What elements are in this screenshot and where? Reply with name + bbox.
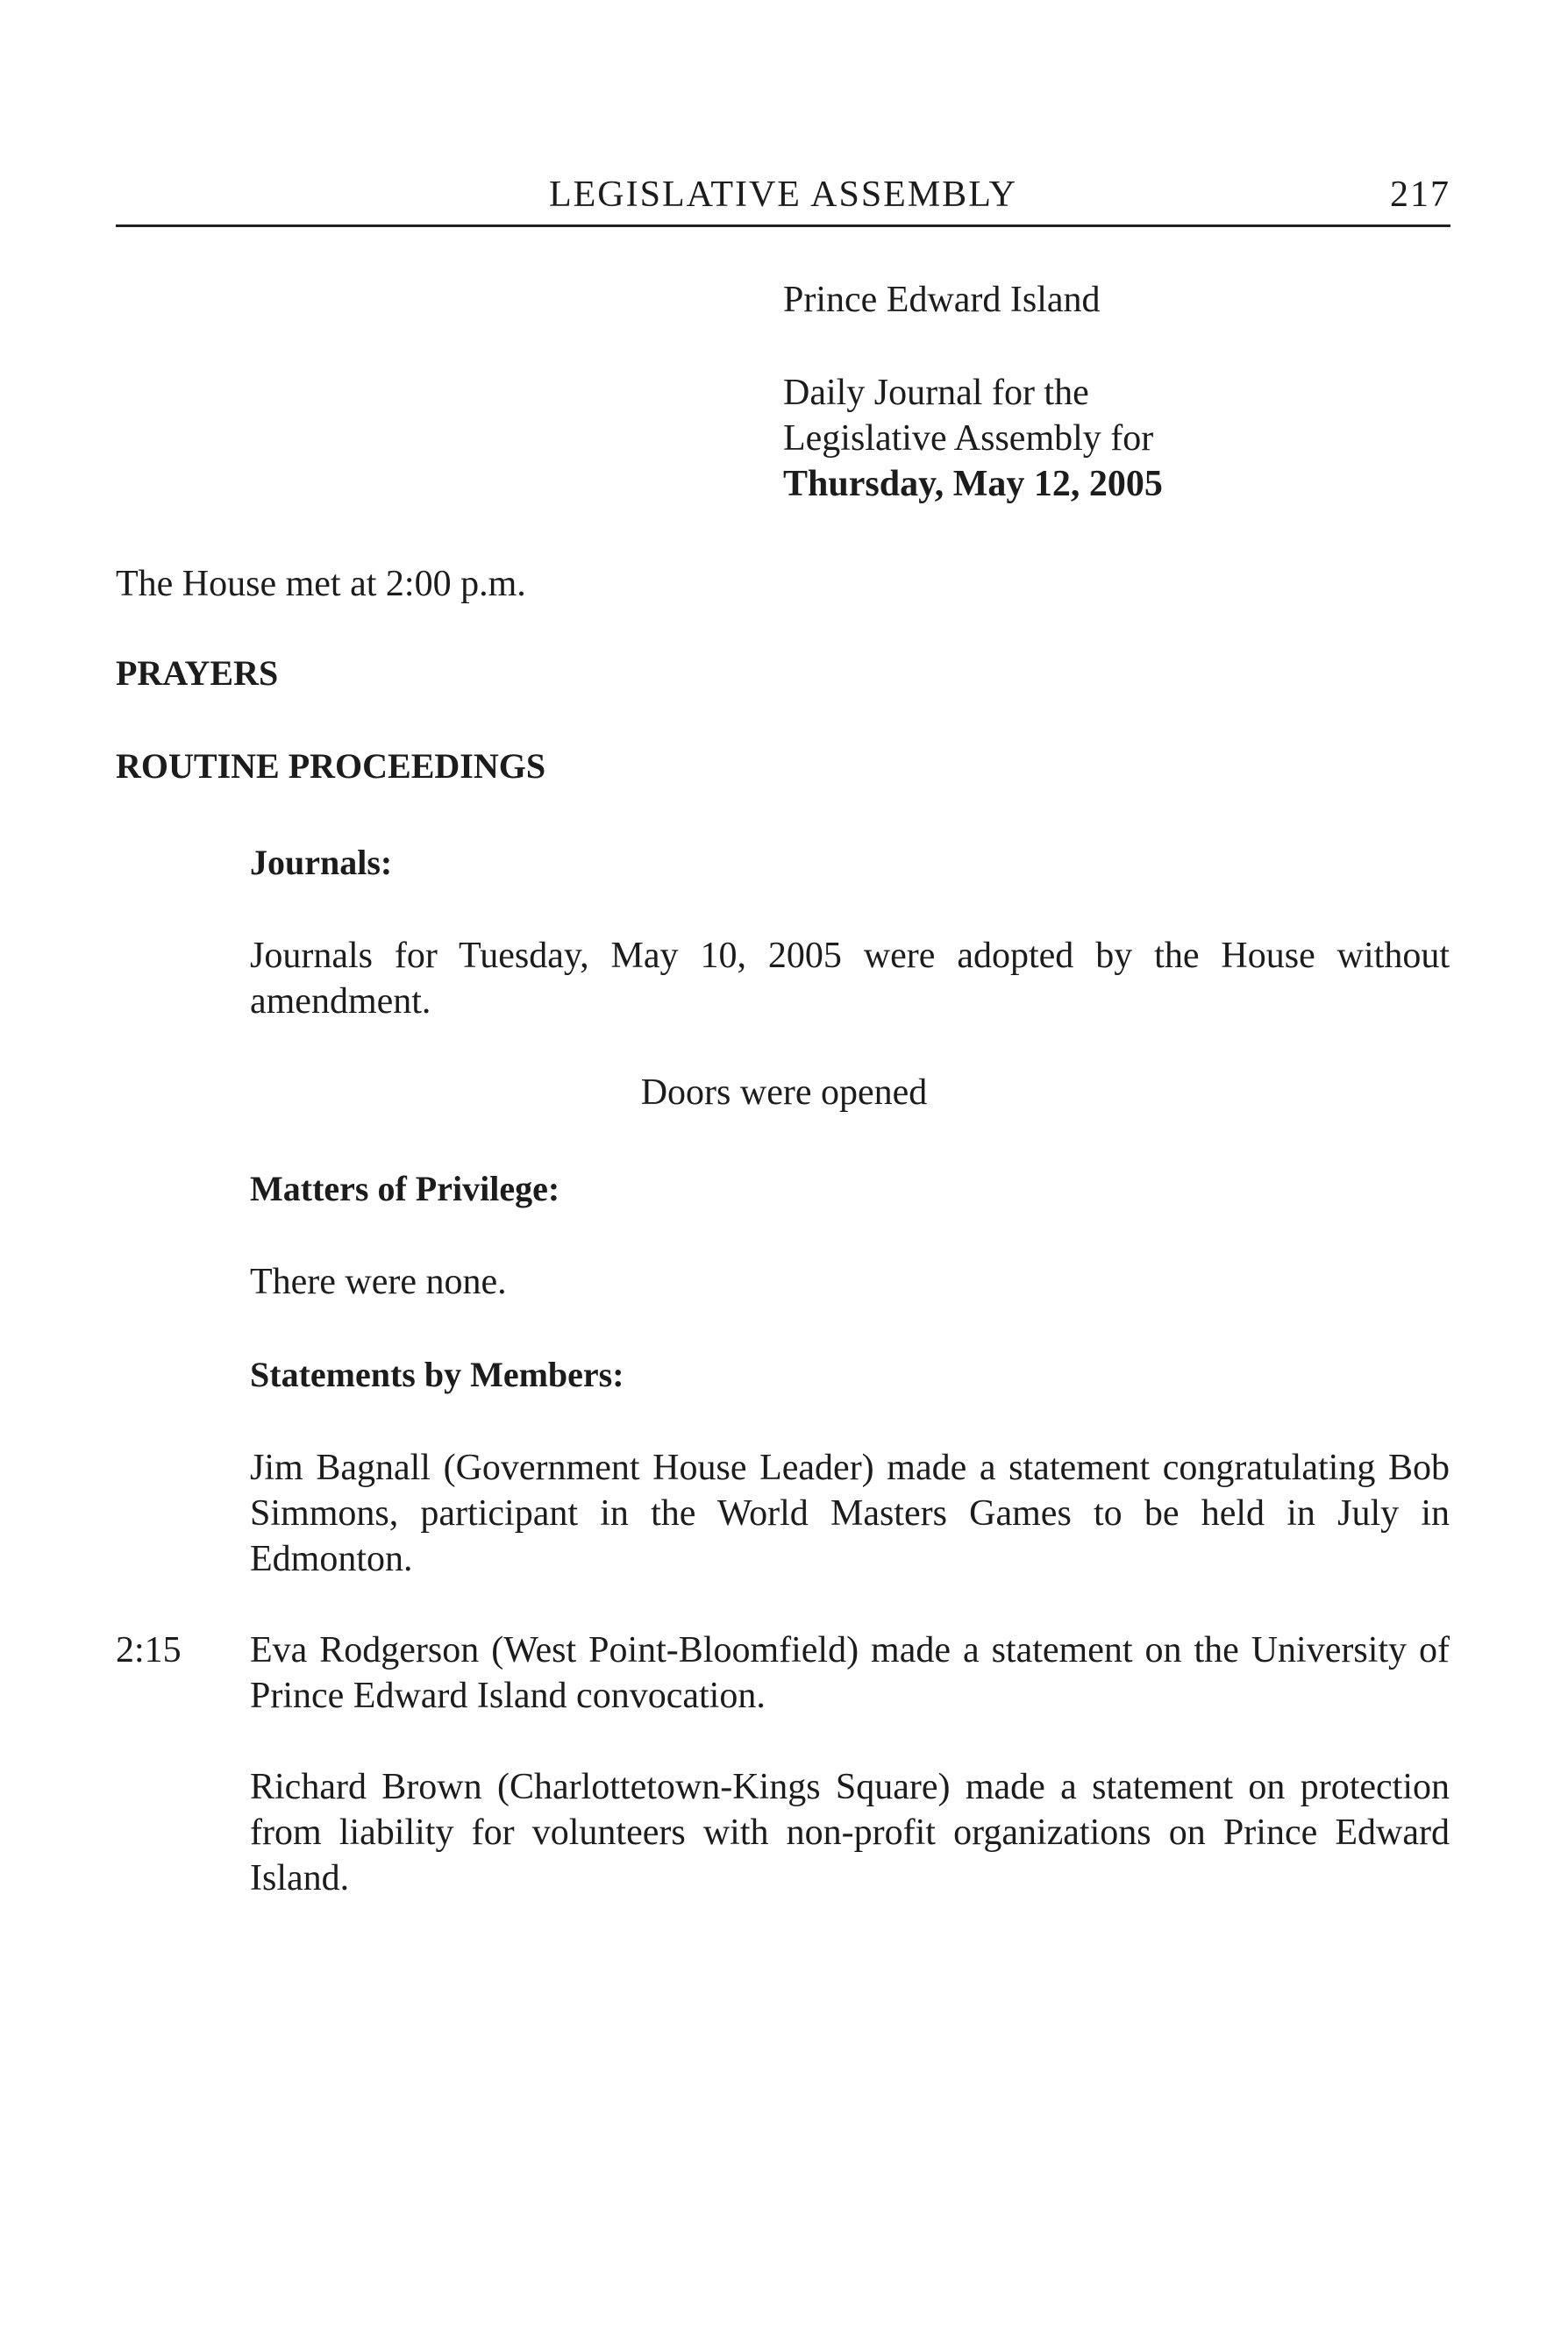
journals-heading: Journals: xyxy=(250,843,393,882)
journals-text: Journals for Tuesday, May 10, 2005 were adopted by the House without amendment. xyxy=(250,936,1450,1022)
prayers-heading: PRAYERS xyxy=(116,653,279,693)
page-header xyxy=(116,172,1450,227)
statements-heading: Statements by Members: xyxy=(250,1355,624,1394)
statement-time: 2:15 xyxy=(116,1630,182,1670)
doors-opened-note: Doors were opened xyxy=(640,1072,928,1113)
opening-statement: The House met at 2:00 p.m. xyxy=(116,564,526,604)
journal-line-1: Daily Journal for the xyxy=(783,373,1089,413)
routine-proceedings-heading: ROUTINE PROCEEDINGS xyxy=(116,746,546,786)
statement-item: Richard Brown (Charlottetown-Kings Square) made a statement on protection from liability for volunteers with non-profit organizations on Prince Edward Island. xyxy=(250,1767,1450,1898)
statement-item: Jim Bagnall (Government House Leader) made a statement congratulating Bob Simmons, participant in the World Masters Games to be held in July in Edmonton. xyxy=(250,1448,1450,1579)
privilege-heading: Matters of Privilege: xyxy=(250,1169,560,1208)
page-number: 217 xyxy=(1390,174,1450,215)
journal-date: Thursday, May 12, 2005 xyxy=(783,464,1163,504)
journal-title-block xyxy=(783,277,1163,507)
journal-line-2: Legislative Assembly for xyxy=(783,418,1154,459)
privilege-text: There were none. xyxy=(250,1262,507,1302)
statement-item: Eva Rodgerson (West Point-Bloomfield) made a statement on the University of Prince Edward Island convocation. xyxy=(250,1630,1450,1716)
province-name: Prince Edward Island xyxy=(783,280,1101,320)
header-title: LEGISLATIVE ASSEMBLY xyxy=(549,174,1017,215)
